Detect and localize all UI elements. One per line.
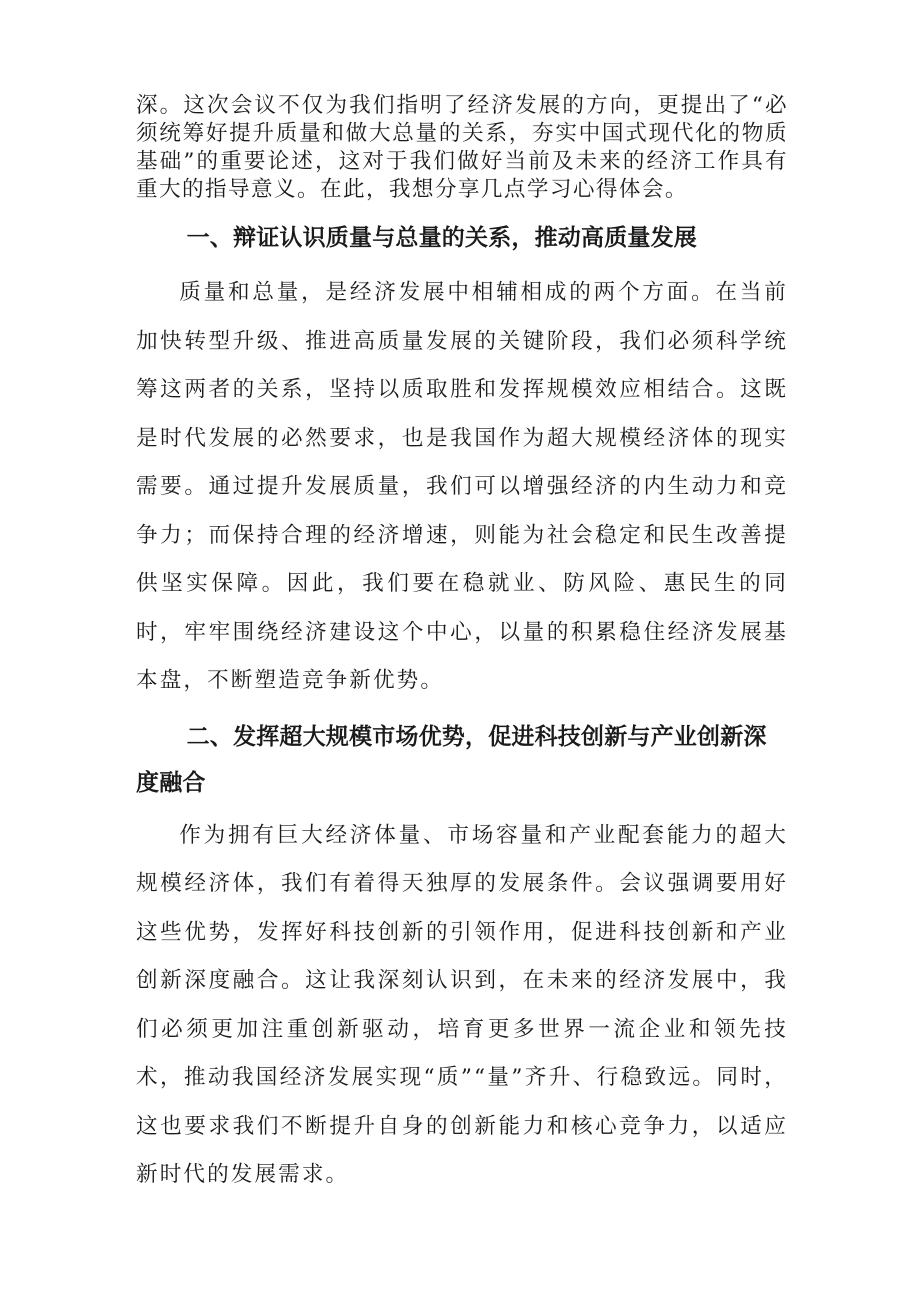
- section-paragraph-1: 质量和总量，是经济发展中相辅相成的两个方面。在当前加快转型升级、推进高质量发展的关键阶段，我们必须科学统筹这两者的关系，坚持以质取胜和发挥规模效应相结合。这既是时代发展的必然要求，也是我国作为超大规模经济体的现实需要。通过提升发展质量，我们可以增强经济的内生动力和竞争力；而保持合理的经济增速，则能为社会稳定和民生改善提供坚实保障。因此，我们要在稳就业、防风险、惠民生的同时，牢牢围绕经济建设这个中心，以量的积累稳住经济发展基本盘，不断塑造竞争新优势。: [136, 280, 788, 693]
- section-heading-1: 一、辩证认识质量与总量的关系，推动高质量发展: [186, 225, 697, 251]
- document-body: [136, 92, 788, 1200]
- intro-paragraph: 深。这次会议不仅为我们指明了经济发展的方向，更提出了“必须统筹好提升质量和做大总量的关系，夯实中国式现代化的物质基础”的重要论述，这对于我们做好当前及未来的经济工作具有重大的指导意义。在此，我想分享几点学习心得体会。: [136, 93, 788, 202]
- section-paragraph-2: 作为拥有巨大经济体量、市场容量和产业配套能力的超大规模经济体，我们有着得天独厚的发展条件。会议强调要用好这些优势，发挥好科技创新的引领作用，促进科技创新和产业创新深度融合。这让我深刻认识到，在未来的经济发展中，我们必须更加注重创新驱动，培育更多世界一流企业和领先技术，推动我国经济发展实现“质”“量”齐升、行稳致远。同时，这也要求我们不断提升自身的创新能力和核心竞争力，以适应新时代的发展需求。: [136, 822, 788, 1187]
- section-heading-2: 二、发挥超大规模市场优势，促进科技创新与产业创新深度融合: [136, 723, 767, 796]
